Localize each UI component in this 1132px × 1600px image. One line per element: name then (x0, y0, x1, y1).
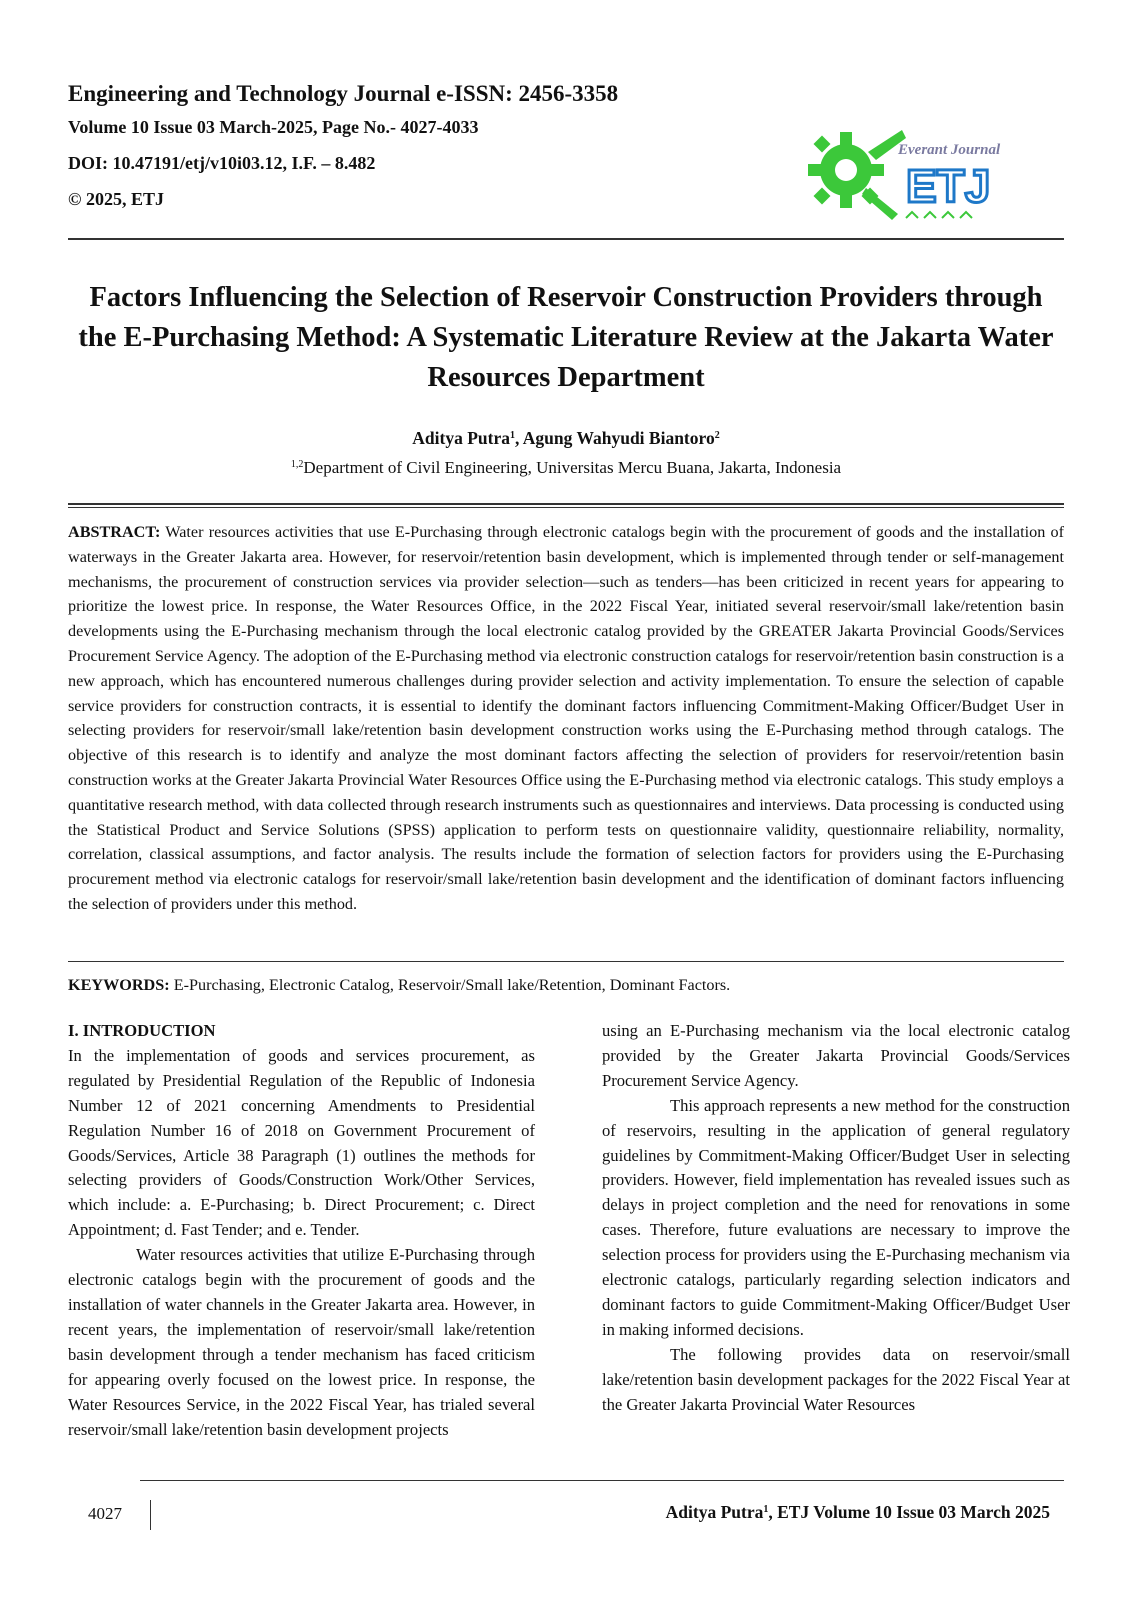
footer-divider (150, 1500, 151, 1530)
copyright: © 2025, ETJ (68, 189, 164, 209)
section-heading-introduction: I. INTRODUCTION (68, 1021, 216, 1040)
authors (68, 428, 1064, 449)
keywords-label: KEYWORDS: (68, 976, 170, 994)
journal-name: Engineering and Technology Journal e-ISSN: 2456-3358 (68, 81, 619, 106)
abstract (68, 520, 1064, 917)
affiliation-sup: 1,2 (290, 459, 304, 470)
keywords-text: E-Purchasing, Electronic Catalog, Reservoir/Small lake/Retention, Dominant Factors. (169, 976, 731, 994)
journal-header (68, 78, 768, 222)
page-number: 4027 (88, 1504, 122, 1523)
footer-author: Aditya Putra (665, 1502, 764, 1522)
intro-paragraph-1: In the implementation of goods and services procurement, as regulated by Presidential Regulation of the Republic of Indonesia Number 12 of 2021 concerning Amendments to Presidential Regulation Number 16 of 2018 on Government Procurement of Goods/Services, Article 38 Paragraph (1) outlines the methods for selecting providers of Goods/Construction Work/Other Services, which include: a. E-Purchasing; b. Direct Procurement; c. Direct Appointment; d. Fast Tender; and e. Tender. (68, 1045, 535, 1240)
intro-paragraph-2: Water resources activities that utilize E-Purchasing through electronic catalogs begin with the procurement of goods and the installation of water channels in the Greater Jakarta area. However, in recent years, the implementation of reservoir/small lake/retention basin development through a tender mechanism has faced criticism for appearing overly focused on the lowest price. In response, the Water Resources Service, in the 2022 Fiscal Year, has trialed several reservoir/small lake/retention basin development projects (68, 1245, 535, 1439)
logo-top-text: Everant Journal (898, 142, 1001, 158)
doi-info: DOI: 10.47191/etj/v10i03.12, I.F. – 8.482 (68, 153, 376, 173)
page-footer (68, 1500, 1064, 1532)
abstract-bottom-rule (68, 961, 1064, 962)
affiliation-text: Department of Civil Engineering, Universitas Mercu Buana, Jakarta, Indonesia (303, 458, 842, 477)
author-sep: , (514, 428, 523, 448)
author-2-sup: 2 (714, 430, 720, 441)
abstract-top-rule-2 (68, 507, 1064, 508)
logo-main-text: ETJ (906, 160, 991, 212)
abstract-text: Water resources activities that use E-Purchasing through electronic catalogs begin with the procurement of goods and the installation of waterways in the Greater Jakarta area. However, for reservoir/retention basin development, which is implemented through tender or self-management mechanisms, the procurement of construction services via provider selection—such as tenders—has been criticized in recent years for appearing to prioritize the lowest price. In response, the Water Resources Office, in the 2022 Fiscal Year, initiated several reservoir/small lake/retention basin developments using the E-Purchasing mechanism through the local electronic catalog provided by the GREATER Jakarta Provincial Goods/Services Procurement Service Agency. The adoption of the E-Purchasing method via electronic construction catalogs for reservoir/retention basin construction is a new approach, which has encountered numerous challenges during provider selection and activity implementation. To ensure the selection of capable service providers for construction contracts, it is essential to identify the dominant factors influencing Commitment-Making Officer/Budget User in selecting providers for reservoir/small lake/retention basin development construction works using the E-Purchasing method through catalogs. The objective of this research is to identify and analyze the most dominant factors affecting the selection of providers for reservoir/retention basin construction works at the Greater Jakarta Provincial Water Resources Office using the E-Purchasing method via electronic catalogs. This study employs a quantitative research method, with data collected through research instruments such as questionnaires and interviews. Data processing is conducted using the Statistical Product and Service Solutions (SPSS) application to perform tests on questionnaire validity, questionnaire reliability, normality, correlation, classical assumptions, and factor analysis. The results include the formation of selection factors for providers using the E-Purchasing procurement method via electronic catalogs for reservoir/small lake/retention basin development and the identification of dominant factors influencing the selection of providers under this method. (68, 523, 1064, 913)
affiliation (68, 458, 1064, 478)
running-footer (666, 1502, 1050, 1523)
author-1-sup: 1 (509, 430, 515, 441)
author-2: Agung Wahyudi Biantoro (522, 428, 715, 448)
left-column (68, 1019, 535, 1442)
abstract-top-rule (68, 503, 1064, 505)
footer-journal-info: , ETJ Volume 10 Issue 03 March 2025 (768, 1502, 1050, 1522)
right-column (602, 1019, 1070, 1418)
paper-title: Factors Influencing the Selection of Reservoir Construction Providers through the E-Purchasing Method: A Systematic Literature Review at the Jakarta Water Resources Department (78, 282, 1054, 393)
footer-rule (140, 1480, 1064, 1481)
footer-author-sup: 1 (763, 1504, 769, 1515)
keywords (68, 976, 1064, 995)
intro-paragraph-5: The following provides data on reservoir/small lake/retention basin development packages for the 2022 Fiscal Year at the Greater Jakarta Provincial Water Resources (602, 1344, 1070, 1414)
intro-paragraph-3: using an E-Purchasing mechanism via the local electronic catalog provided by the Greater Jakarta Provincial Goods/Services Procurement Service Agency. (602, 1021, 1070, 1090)
volume-info: Volume 10 Issue 03 March-2025, Page No.- 4027-4033 (68, 117, 479, 137)
intro-paragraph-4: This approach represents a new method for the construction of reservoirs, resulting in the application of general regulatory guidelines by Commitment-Making Officer/Budget User in selecting providers. However, field implementation has revealed issues such as delays in project completion and the need for renovations in some cases. Therefore, future evaluations are necessary to improve the selection process for providers using the E-Purchasing mechanism via electronic catalogs, particularly regarding selection indicators and dominant factors to guide Commitment-Making Officer/Budget User in making informed decisions. (602, 1095, 1070, 1339)
etj-logo (806, 122, 1016, 230)
header-rule (68, 238, 1064, 240)
abstract-label: ABSTRACT: (68, 523, 161, 541)
author-1: Aditya Putra (412, 428, 510, 448)
